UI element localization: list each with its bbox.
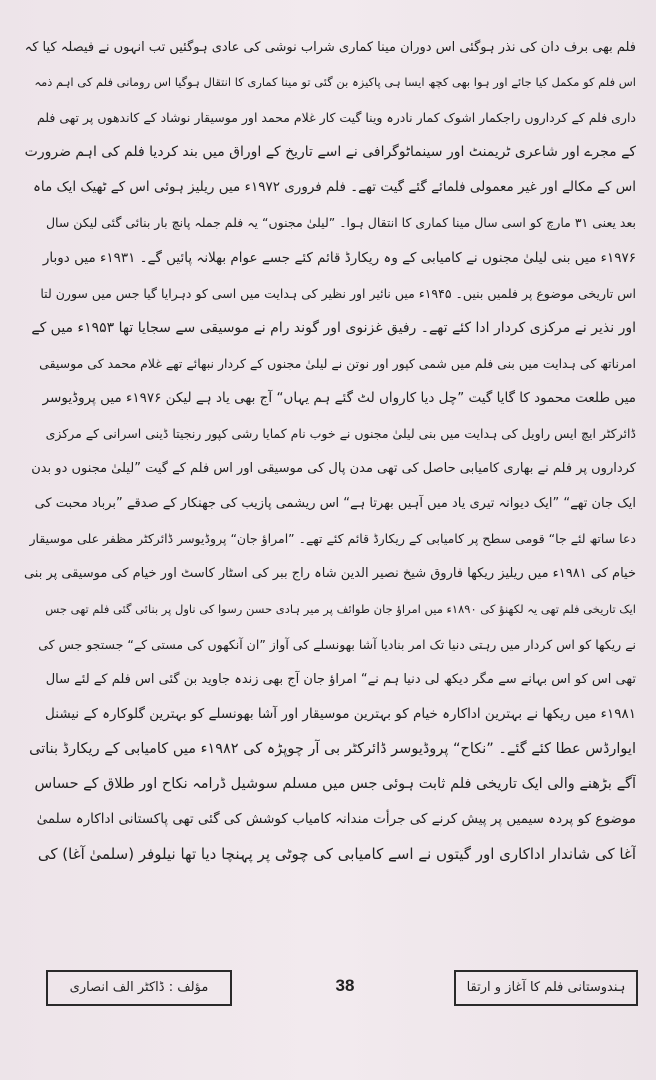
text-line: کرداروں پر فلم نے بھاری کامیابی حاصل کی تھی مدن پال کی موسیقی اور اس فلم کے گیت ”لیلیٰ مجنوں دو بدن <box>31 461 636 477</box>
text-line: کے مجرے اور شاعری ٹریمنٹ اور سینماٹوگرافی نے اسے تاریخ کے اوراق میں بند کردیا فلم کی اہم ضرورت <box>24 144 636 161</box>
text-line: اس کے مکالے اور غیر معمولی فلمائے گئے گیت تھے۔ فلم فروری ۱۹۷۲ء میں ریلیز ہوئی اس کے ٹھیک ایک ماہ <box>32 179 636 196</box>
text-line: اس فلم کو مکمل کیا جائے اور ہوا بھی کچھ ایسا ہی پاکیزہ بن گئی تو مینا کماری کا انتقال ہوگیا اس رومانی فلم کی اہم ذمہ <box>34 75 636 90</box>
author-box: مؤلف : ڈاکٹر الف انصاری <box>46 970 232 1006</box>
text-line: داری فلم کے کرداروں راجکمار اشوک کمار نادرہ وینا گیت کار غلام محمد اور موسیقار نوشاد کے کاندھوں پر تھی فلم <box>36 110 636 126</box>
text-line: ۱۹۸۱ء میں ریکھا نے بہترین اداکارہ خیام کو بہترین موسیقار اور آشا بھونسلے کو بہترین گلوکارہ کے نیشنل <box>45 705 636 722</box>
text-line: میں طلعت محمود کا گایا گیت ”چل دیا کارواں لٹ گئے ہم یہاں“ آج بھی یاد ہے لیکن ۱۹۷۶ء میں پروڈیوسر <box>42 389 636 406</box>
text-line: ایک جان تھے“ ”ایک دیوانہ تیری یاد میں آہیں بھرتا ہے“ اس ریشمی پازیب کی جھنکار کے صدقے ”برباد محبت کی <box>34 496 636 512</box>
text-line: ڈائرکٹر ایچ ایس راویل کی ہدایت میں بنی لیلیٰ مجنوں نے خوب نام کمایا رشی کپور رنجیتا ڈینی اسرانی کے مرکزی <box>45 426 636 442</box>
text-line: آغا کی شاندار اداکاری اور گیتوں نے اسے کامیابی کی چوٹی پر پہنچا دیا تھا نیلوفر (سلمیٰ آغا) کی <box>37 845 636 864</box>
text-line: آگے بڑھنے والی ایک تاریخی فلم ثابت ہوئی جس میں مسلم سوشیل ڈرامہ نکاح اور طلاق کے حساس <box>34 775 636 792</box>
text-line: ایوارڈس عطا کئے گئے۔ ”نکاح“ پروڈیوسر ڈائرکٹر بی آر چوپڑہ کی ۱۹۸۲ء میں کامیابی کے ریکارڈ بناتی <box>29 740 636 757</box>
text-line: اس تاریخی موضوع پر فلمیں بنیں۔ ۱۹۴۵ء میں نائیر اور نظیر کی ہدایت میں اسی کو دہرایا گیا جس میں سورن لتا <box>40 285 636 301</box>
text-line: تھی اس کو اس بہانے سے مگر دیکھ لی دنیا ہم نے“ امراؤ جان آج بھی زندہ جاوید بن گئی اس فلم کے لئے سال <box>45 671 636 687</box>
text-line: بعد یعنی ۳۱ مارچ کو اسی سال مینا کماری کا انتقال ہوا۔ ”لیلیٰ مجنوں“ یہ فلم جملہ پانچ بار بنائی گئی لیکن سال <box>45 215 636 231</box>
page-number: 38 <box>335 976 355 995</box>
text-line: ایک تاریخی فلم تھی یہ لکھنؤ کی ۱۸۹۰ء میں امراؤ جان طوائف پر میر ہادی حسن رسوا کی ناول پر بنائی گئی فلم تھی جس <box>45 601 636 616</box>
text-line: دعا ساتھ لئے جا“ قومی سطح پر کامیابی کے ریکارڈ قائم کئے تھے۔ ”امراؤ جان“ پروڈیوسر ڈائرکٹر مظفر علی موسیقار <box>29 531 636 547</box>
text-line: خیام کی ۱۹۸۱ء میں ریلیز ریکھا فاروق شیخ نصیر الدین شاہ راج ببر کی اسٹار کاسٹ اور خیام کی موسیقی پر بنی <box>24 566 636 582</box>
text-line: اور نذیر نے مرکزی کردار ادا کئے تھے۔ رفیق غزنوی اور گوند رام نے موسیقی سے سجایا تھا ۱۹۵۳ء میں کے <box>31 319 636 336</box>
body-text <box>24 30 636 872</box>
page-footer <box>0 962 656 1022</box>
text-line: موضوع کو پردہ سیمیں پر پیش کرنے کی جرأت مندانہ کامیاب کوشش کی گئی تھی پاکستانی اداکارہ سلمیٰ <box>36 811 636 828</box>
text-line: ۱۹۷۶ء میں بنی لیلیٰ مجنوں نے کامیابی کے وہ ریکارڈ قائم کئے جسے عوام بھلانہ پائیں گے۔ ۱۹۳۱ء میں دوبار <box>42 249 636 266</box>
text-line: فلم بھی برف دان کی نذر ہوگئی اس دوران مینا کماری شراب نوشی کی عادی ہوگئیں تب انہوں نے فیصلہ کیا کہ <box>24 40 636 55</box>
book-title-box: ہندوستانی فلم کا آغاز و ارتقا <box>454 970 638 1006</box>
text-line: نے ریکھا کو اس کردار میں رہتی دنیا تک امر بنادیا آشا بھونسلے کی آواز ”ان آنکھوں کی مستی کے“ جستجو جس کی <box>38 636 636 652</box>
text-line: امرناتھ کی ہدایت میں بنی فلم میں شمی کپور اور نوتن نے لیلیٰ مجنوں کے کردار نبھائے تھے غلام محمد کی موسیقی <box>39 355 636 371</box>
